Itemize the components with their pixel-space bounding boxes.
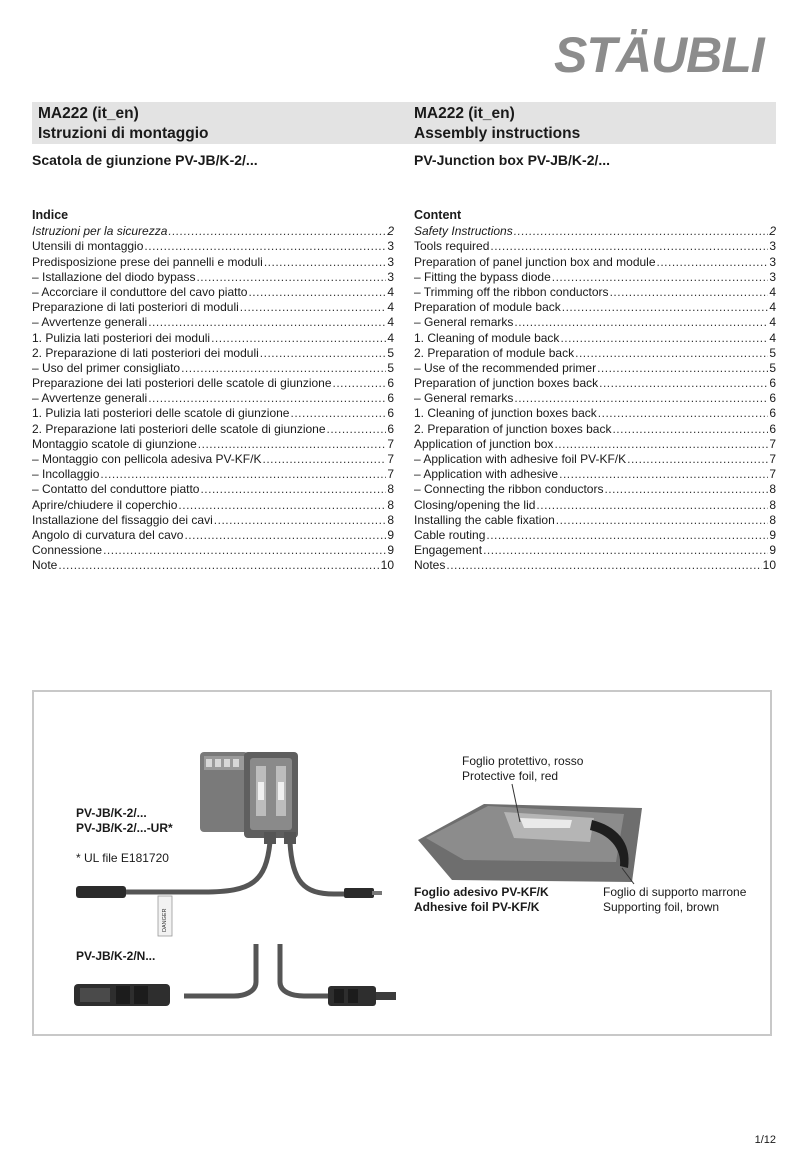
toc-entry-label: – Uso del primer consigliato	[32, 361, 180, 376]
toc-leader-dots	[554, 437, 768, 452]
doc-code-en: MA222 (it_en)	[414, 105, 515, 122]
toc-entry	[32, 467, 394, 482]
toc-heading-it: Indice	[32, 208, 69, 222]
toc-entry	[414, 270, 776, 285]
toc-leader-dots	[58, 558, 379, 573]
toc-entry-page: 8	[769, 482, 776, 497]
subtitle-en: PV-Junction box PV-JB/K-2/...	[414, 152, 611, 168]
toc-entry-label: 2. Preparazione lati posteriori delle scatole di giunzione	[32, 421, 326, 436]
toc-entry-label: Note	[32, 558, 58, 573]
toc-entry-label: – General remarks	[414, 391, 513, 406]
toc-entry-label: Preparazione dei lati posteriori delle scatole di giunzione	[32, 376, 332, 391]
toc-entry-page: 9	[387, 527, 394, 542]
toc-entry-page: 7	[387, 436, 394, 451]
toc-entry	[414, 239, 776, 254]
junction-box-image	[200, 752, 298, 844]
staubli-logo	[552, 22, 778, 78]
toc-entry-page: 7	[769, 467, 776, 482]
toc-leader-dots	[144, 239, 386, 254]
toc-entry	[414, 255, 776, 270]
toc-entry	[414, 361, 776, 376]
toc-entry-label: Istruzioni per la sicurezza	[32, 224, 168, 239]
toc-entry	[32, 391, 394, 406]
toc-entry	[32, 543, 394, 558]
toc-entry-page: 4	[769, 284, 776, 299]
toc-leader-dots	[290, 406, 386, 421]
doc-title-en: Assembly instructions	[414, 125, 581, 142]
toc-entry-page: 6	[769, 391, 776, 406]
toc-entry	[414, 437, 776, 452]
toc-entry	[414, 346, 776, 361]
toc-leader-dots	[446, 558, 761, 573]
toc-entry-page: 6	[769, 406, 776, 421]
toc-entry-label: 1. Cleaning of junction boxes back	[414, 406, 597, 421]
product-label-1	[76, 806, 173, 835]
toc-entry-label: – Accorciare il conduttore del cavo piatto	[32, 285, 247, 300]
toc-leader-dots	[556, 513, 769, 528]
danger-tag	[158, 896, 172, 936]
toc-entry-page: 8	[769, 512, 776, 527]
toc-leader-dots	[483, 543, 768, 558]
toc-leader-dots	[575, 346, 768, 361]
toc-leader-dots	[260, 346, 387, 361]
toc-entry-page: 4	[387, 300, 394, 315]
toc-heading-en: Content	[414, 208, 462, 222]
toc-entry-page: 5	[387, 345, 394, 360]
toc-entry-label: – Application with adhesive	[414, 467, 558, 482]
toc-entry-label: Installazione del fissaggio dei cavi	[32, 512, 213, 527]
toc-entry	[32, 346, 394, 361]
toc-entry-page: 9	[387, 543, 394, 558]
toc-leader-dots	[552, 270, 769, 285]
document-title-en	[414, 104, 580, 144]
toc-entry-page: 4	[769, 300, 776, 315]
toc-leader-dots	[599, 376, 768, 391]
toc-entry	[32, 285, 394, 300]
toc-entry	[32, 315, 394, 330]
page-number: 1/12	[754, 1134, 776, 1146]
toc-entry-label: Installing the cable fixation	[414, 512, 555, 527]
toc-leader-dots	[168, 224, 386, 239]
toc-leader-dots	[214, 513, 387, 528]
toc-entry-label: Preparation of junction boxes back	[414, 376, 599, 391]
toc-entry	[32, 300, 394, 315]
toc-entry-page: 6	[387, 376, 394, 391]
toc-entry	[414, 406, 776, 421]
product1-line2: PV-JB/K-2/...-UR*	[76, 820, 173, 835]
toc-leader-dots	[562, 300, 769, 315]
toc-entry-page: 5	[769, 345, 776, 360]
toc-entry	[414, 558, 776, 573]
toc-entry-label: – Trimming off the ribbon conductors	[414, 285, 609, 300]
subtitle-it: Scatola de giunzione PV-JB/K-2/...	[32, 152, 258, 168]
toc-entry	[32, 224, 394, 239]
document-title-it	[38, 104, 209, 144]
toc-entry-label: Angolo di curvatura del cavo	[32, 527, 184, 542]
toc-leader-dots	[560, 331, 768, 346]
protective-foil-en: Protective foil, red	[462, 768, 559, 783]
toc-entry-label: 2. Preparation of module back	[414, 345, 575, 360]
brand-name: STÄUBLI	[554, 27, 764, 78]
toc-entry-label: Cable routing	[414, 527, 486, 542]
toc-entry	[414, 482, 776, 497]
toc-leader-dots	[262, 452, 386, 467]
toc-leader-dots	[604, 482, 768, 497]
toc-leader-dots	[490, 239, 768, 254]
toc-entry-label: – Use of the recommended primer	[414, 361, 596, 376]
toc-entry-label: 2. Preparation of junction boxes back	[414, 421, 612, 436]
toc-entry-page: 7	[769, 452, 776, 467]
supporting-foil-it: Foglio di supporto marrone	[603, 885, 747, 899]
toc-entry-label: – Avvertenze generali	[32, 391, 147, 406]
toc-entry-label: – Avvertenze generali	[32, 315, 147, 330]
toc-entry-label: Closing/opening the lid	[414, 497, 536, 512]
toc-leader-dots	[196, 270, 386, 285]
toc-entry-label: Engagement	[414, 543, 483, 558]
toc-leader-dots	[514, 391, 768, 406]
toc-leader-dots	[597, 361, 768, 376]
toc-entry	[32, 437, 394, 452]
toc-entry-label: – Application with adhesive foil PV-KF/K	[414, 452, 626, 467]
ul-note: * UL file E181720	[76, 851, 169, 865]
doc-title-it: Istruzioni di montaggio	[38, 125, 209, 142]
toc-entry	[414, 513, 776, 528]
toc-entry-label: – Istallazione del diodo bypass	[32, 270, 195, 285]
toc-leader-dots	[486, 528, 768, 543]
toc-leader-dots	[103, 543, 386, 558]
toc-entry-page: 7	[769, 436, 776, 451]
toc-leader-dots	[178, 498, 386, 513]
toc-leader-dots	[514, 224, 769, 239]
toc-entry-label: Application of junction box	[414, 436, 554, 451]
toc-entry	[414, 543, 776, 558]
toc-leader-dots	[559, 467, 768, 482]
toc-leader-dots	[612, 422, 768, 437]
toc-entry-label: – Fitting the bypass diode	[414, 270, 551, 285]
toc-entry-label: Preparation of module back	[414, 300, 561, 315]
toc-leader-dots	[610, 285, 769, 300]
toc-entry-page: 8	[387, 512, 394, 527]
adhesive-foil-image	[418, 784, 642, 884]
toc-entry	[32, 558, 394, 573]
toc-entry	[32, 513, 394, 528]
toc-leader-dots	[264, 255, 387, 270]
toc-entry-page: 10	[762, 558, 776, 573]
danger-tag-text: DANGER	[162, 908, 168, 932]
toc-entry-page: 3	[387, 254, 394, 269]
toc-entry	[32, 376, 394, 391]
toc-entry-label: Safety Instructions	[414, 224, 513, 239]
toc-entry-page: 8	[387, 497, 394, 512]
toc-leader-dots	[536, 498, 768, 513]
male-connector-icon	[344, 888, 374, 898]
toc-entry-label: Aprire/chiudere il coperchio	[32, 497, 178, 512]
toc-entry	[414, 391, 776, 406]
toc-entry	[414, 467, 776, 482]
toc-leader-dots	[333, 376, 387, 391]
toc-entry-page: 5	[387, 360, 394, 375]
toc-entry-page: 2	[387, 224, 394, 239]
protective-foil-it: Foglio protettivo, rosso	[462, 754, 584, 768]
toc-entry-page: 5	[769, 360, 776, 375]
toc-entry-page: 4	[387, 315, 394, 330]
toc-entry-label: – Incollaggio	[32, 467, 99, 482]
toc-entry	[414, 376, 776, 391]
toc-entry-page: 3	[387, 269, 394, 284]
toc-entry	[414, 498, 776, 513]
mc4-male-connector-icon	[328, 986, 396, 1006]
toc-entry-page: 6	[769, 421, 776, 436]
toc-entry-page: 8	[387, 482, 394, 497]
adhesive-foil-en: Adhesive foil PV-KF/K	[414, 899, 540, 914]
toc-leader-dots	[657, 255, 769, 270]
toc-entry-page: 4	[769, 315, 776, 330]
female-connector-icon	[76, 886, 126, 898]
toc-entry	[32, 239, 394, 254]
toc-leader-dots	[100, 467, 386, 482]
toc-entry-label: Montaggio scatole di giunzione	[32, 436, 197, 451]
toc-entry-label: Notes	[414, 558, 446, 573]
toc-leader-dots	[211, 331, 386, 346]
toc-entry-label: 1. Pulizia lati posteriori dei moduli	[32, 330, 211, 345]
toc-entry-page: 9	[769, 543, 776, 558]
toc-leader-dots	[240, 300, 387, 315]
toc-entry	[32, 361, 394, 376]
toc-leader-dots	[181, 361, 386, 376]
doc-code-it: MA222 (it_en)	[38, 105, 139, 122]
toc-entry	[414, 300, 776, 315]
protective-foil-label	[462, 754, 583, 783]
toc-entry-label: – Montaggio con pellicola adesiva PV-KF/K	[32, 452, 261, 467]
toc-entry-page: 7	[387, 452, 394, 467]
toc-entry-label: Preparazione di lati posteriori di moduli	[32, 300, 239, 315]
toc-entry	[32, 422, 394, 437]
toc-leader-dots	[327, 422, 387, 437]
toc-entry-page: 9	[769, 527, 776, 542]
toc-entry-page: 6	[387, 406, 394, 421]
toc-leader-dots	[627, 452, 768, 467]
toc-entry-page: 3	[769, 254, 776, 269]
adhesive-foil-it: Foglio adesivo PV-KF/K	[414, 885, 549, 899]
toc-entry	[32, 452, 394, 467]
toc-leader-dots	[598, 406, 769, 421]
toc-entry	[414, 422, 776, 437]
toc-entry-label: – Connecting the ribbon conductors	[414, 482, 603, 497]
toc-entry	[414, 224, 776, 239]
toc-entry-page: 3	[387, 239, 394, 254]
toc-entry-page: 8	[769, 497, 776, 512]
toc-entry-label: 1. Cleaning of module back	[414, 330, 560, 345]
toc-entry-label: – General remarks	[414, 315, 513, 330]
toc-entry-page: 4	[387, 330, 394, 345]
toc-entry-label: 2. Preparazione di lati posteriori dei moduli	[32, 345, 259, 360]
toc-leader-dots	[198, 437, 387, 452]
toc-entry-page: 6	[769, 376, 776, 391]
toc-en	[414, 208, 776, 574]
toc-entry-page: 6	[387, 391, 394, 406]
supporting-foil-label	[603, 885, 746, 914]
toc-leader-dots	[184, 528, 386, 543]
toc-leader-dots	[148, 315, 386, 330]
toc-entry	[32, 331, 394, 346]
toc-it	[32, 208, 394, 574]
product-label-2: PV-JB/K-2/N...	[76, 949, 156, 963]
toc-leader-dots	[514, 315, 768, 330]
mc4-female-connector-icon	[74, 984, 170, 1006]
toc-entry-page: 3	[769, 239, 776, 254]
toc-entry-label: Utensili di montaggio	[32, 239, 144, 254]
toc-entry-label: 1. Pulizia lati posteriori delle scatole di giunzione	[32, 406, 290, 421]
toc-entry	[32, 406, 394, 421]
toc-entry-page: 2	[769, 224, 776, 239]
toc-entry	[32, 270, 394, 285]
toc-leader-dots	[200, 482, 386, 497]
supporting-foil-en: Supporting foil, brown	[603, 899, 720, 914]
toc-entry-label: Predisposizione prese dei pannelli e moduli	[32, 254, 263, 269]
toc-entry	[32, 528, 394, 543]
toc-entry	[414, 315, 776, 330]
toc-entry-label: – Contatto del conduttore piatto	[32, 482, 199, 497]
adhesive-foil-label	[414, 885, 549, 914]
toc-entry-label: Preparation of panel junction box and module	[414, 254, 656, 269]
toc-entry	[414, 452, 776, 467]
toc-entry-page: 4	[387, 284, 394, 299]
toc-entry-label: Connessione	[32, 543, 103, 558]
toc-leader-dots	[248, 285, 386, 300]
toc-entry	[414, 331, 776, 346]
toc-entry	[414, 285, 776, 300]
toc-entry-page: 10	[380, 558, 394, 573]
toc-leader-dots	[148, 391, 386, 406]
toc-entry-label: Tools required	[414, 239, 490, 254]
toc-entry-page: 4	[769, 330, 776, 345]
toc-entry	[32, 498, 394, 513]
product1-line1: PV-JB/K-2/...	[76, 806, 147, 820]
toc-entry	[32, 482, 394, 497]
toc-entry-page: 6	[387, 421, 394, 436]
toc-entry	[414, 528, 776, 543]
toc-entry-page: 7	[387, 467, 394, 482]
toc-entry-page: 3	[769, 269, 776, 284]
toc-entry	[32, 255, 394, 270]
